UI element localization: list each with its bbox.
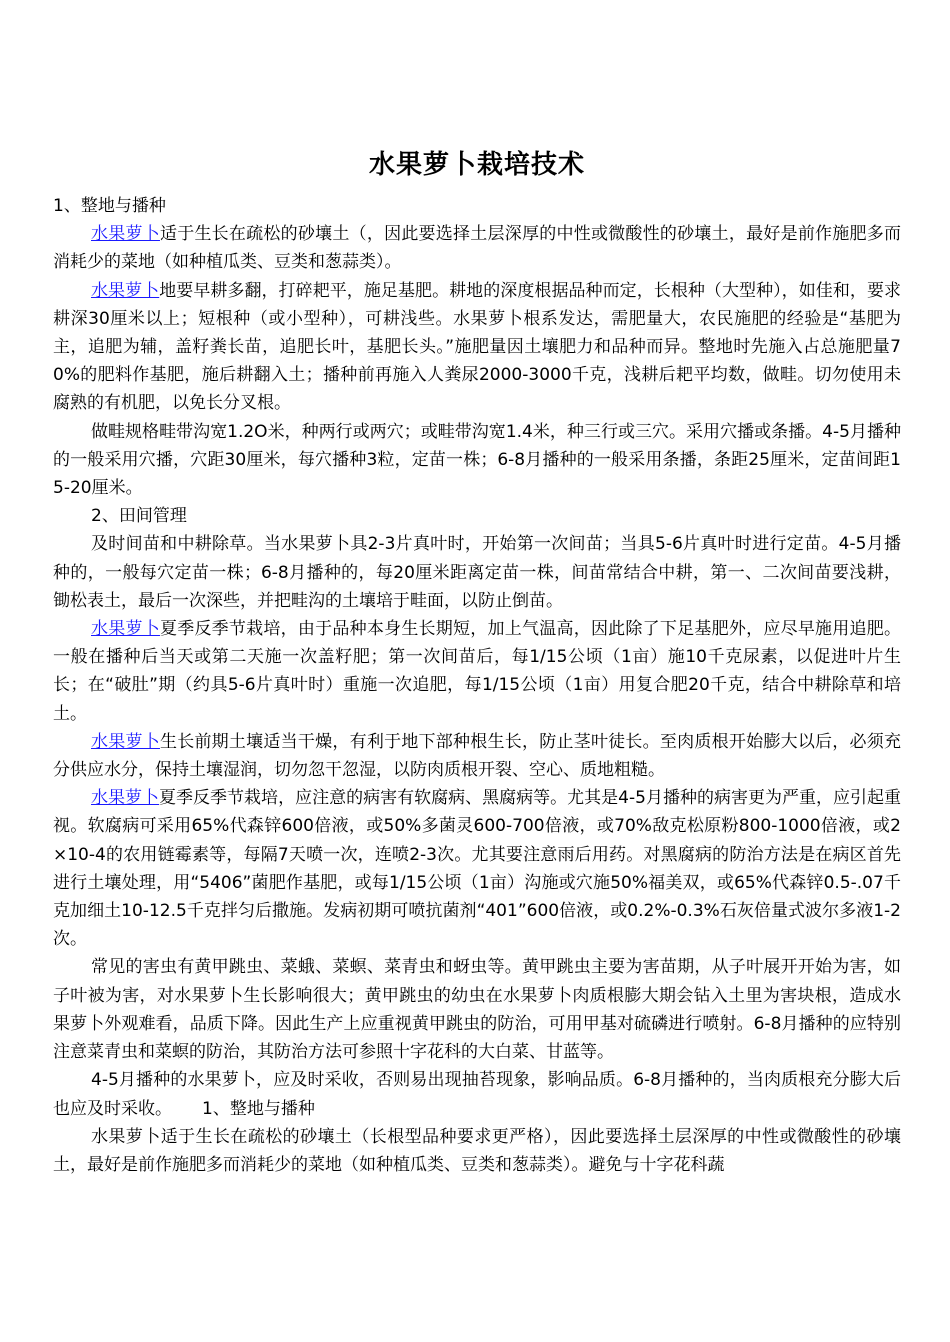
paragraph-1 [53,220,901,276]
paragraph-text: 4-5月播种的水果萝卜，应及时采收，否则易出现抽苔现象，影响品质。6-8月播种的，当肉质根充分膨大后也应及时采收。 [53,1070,901,1119]
paragraph-text: 地要早耕多翻，打碎耙平，施足基肥。耕地的深度根据品种而定，长根种（大型种），如佳和，要求耕深30厘米以上；短根种（或小型种），可耕浅些。水果萝卜根系发达，需肥量大，农民施肥的经验是“基肥为主，追肥为辅，盖籽粪长苗，追肥长叶，基肥长头。”施肥量因土壤肥力和品种而异。整地时先施入占总施肥量70%的肥料作基肥，施后耕翻入土；播种前再施入人粪尿2000-3000千克，浅耕后耙平均数，做畦。切勿使用未腐熟的有机肥，以免长分叉根。 [53,280,902,414]
keyword-link[interactable]: 水果萝卜 [91,224,160,245]
keyword-link[interactable]: 水果萝卜 [91,731,160,752]
paragraph-text: 生长前期土壤适当干燥，有利于地下部种根生长，防止茎叶徒长。至肉质根开始膨大以后，必须充分供应水分，保持土壤湿润，切勿忽干忽湿，以防肉质根开裂、空心、质地粗糙。 [53,731,902,781]
paragraph-2 [53,277,901,418]
keyword-link[interactable]: 水果萝卜 [91,619,160,640]
paragraph-6 [53,728,901,784]
paragraph-10: 水果萝卜适于生长在疏松的砂壤土（长根型品种要求更严格），因此要选择土层深厚的中性或微酸性的砂壤土，最好是前作施肥多而消耗少的菜地（如种植瓜类、豆类和葱蒜类）。避免与十字花科蔬 [53,1126,901,1175]
inline-heading: 1、整地与播种 [202,1098,315,1119]
paragraph-text: 适于生长在疏松的砂壤土（，因此要选择土层深厚的中性或微酸性的砂壤土，最好是前作施肥多而消耗少的菜地（如种植瓜类、豆类和葱蒜类）。 [53,224,902,273]
keyword-link[interactable]: 水果萝卜 [91,280,160,301]
page-title: 水果萝卜栽培技术 [368,150,585,180]
document-page [53,148,901,1179]
keyword-link[interactable]: 水果萝卜 [91,788,160,809]
paragraph-5 [53,615,901,728]
paragraph-7 [53,784,901,953]
paragraph-3: 做畦规格畦带沟宽1.2O米，种两行或两穴；或畦带沟宽1.4米，种三行或三穴。采用穴播或条播。4-5月播种的一般采用穴播，穴距30厘米，每穴播种3粒，定苗一株；6-8月播种的一般采用条播，条距25厘米，定苗间距15-20厘米。 [53,421,901,499]
paragraph-9 [53,1066,901,1122]
section-heading-2: 2、田间管理 [91,506,187,527]
paragraph-text: 夏季反季节栽培，由于品种本身生长期短，加上气温高，因此除了下足基肥外，应尽早施用追肥。一般在播种后当天或第二天施一次盖籽肥；第一次间苗后，每1/15公顷（1亩）施10千克尿素，以促进叶片生长；在“破肚”期（约具5-6片真叶时）重施一次追肥，每1/15公顷（1亩）用复合肥20千克，结合中耕除草和培土。 [53,619,902,724]
paragraph-8: 常见的害虫有黄甲跳虫、菜蛾、菜螟、菜青虫和蚜虫等。黄甲跳虫主要为害苗期，从子叶展开开始为害，如子叶被为害，对水果萝卜生长影响很大；黄甲跳虫的幼虫在水果萝卜肉质根膨大期会钻入土里为害块根，造成水果萝卜外观难看，品质下降。因此生产上应重视黄甲跳虫的防治，可用甲基对硫磷进行喷射。6-8月播种的应特别注意菜青虫和菜螟的防治，其防治方法可参照十字花科的大白菜、甘蓝等。 [53,957,901,1063]
paragraph-text: 夏季反季节栽培，应注意的病害有软腐病、黑腐病等。尤其是4-5月播种的病害更为严重，应引起重视。软腐病可采用65%代森锌600倍液，或50%多菌灵600-700倍液，或70%敌克松原粉800-1000倍液，或2×10-4的农用链霉素等，每隔7天喷一次，连喷2-3次。尤其要注意雨后用药。对黑腐病的防治方法是在病区首先进行土壤处理，用“5406”菌肥作基肥，或每1/15公顷（1亩）沟施或穴施50%福美双，或65%代森锌0.5-.07千克加细土10-12.5千克拌匀后撒施。发病初期可喷抗菌剂“401”600倍液，或0.2%-0.3%石灰倍量式波尔多液1-2次。 [53,788,902,950]
paragraph-4: 及时间苗和中耕除草。当水果萝卜具2-3片真叶时，开始第一次间苗；当具5-6片真叶时进行定苗。4-5月播种的，一般每穴定苗一株；6-8月播种的，每20厘米距离定苗一株，间苗常结合中耕，第一、二次间苗要浅耕，锄松表土，最后一次深些，并把畦沟的土壤培于畦面，以防止倒苗。 [53,534,901,611]
section-heading-1: 1、整地与播种 [53,196,166,216]
